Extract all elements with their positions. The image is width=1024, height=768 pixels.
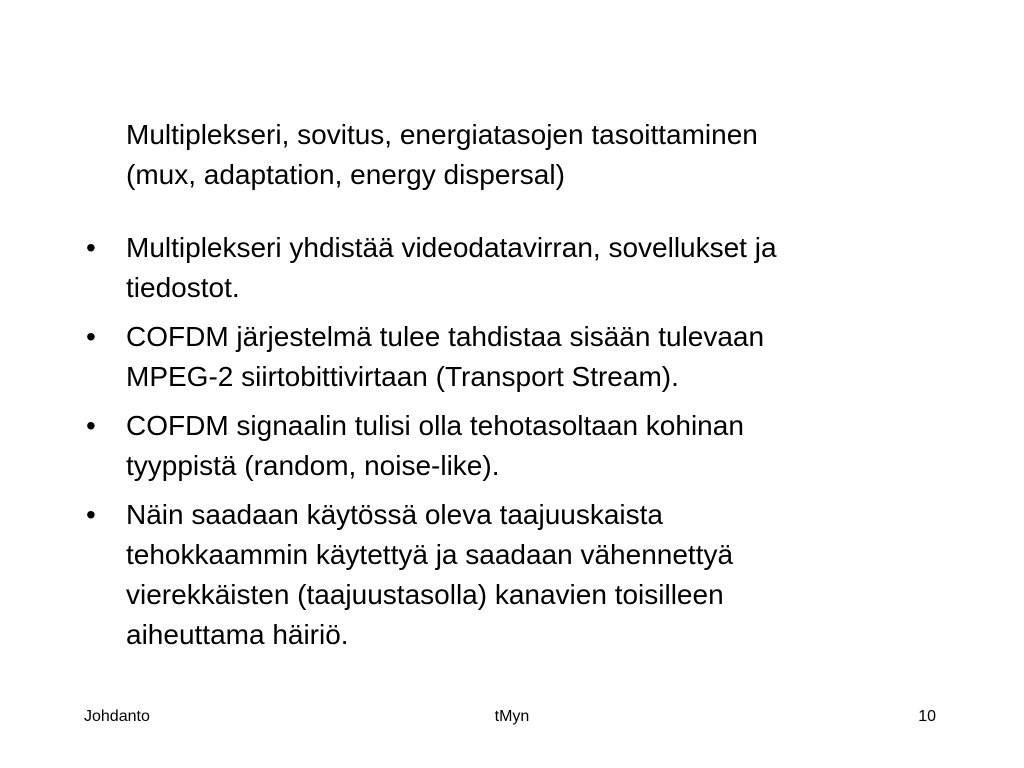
- bullet-line: Multiplekseri yhdistää videodatavirran, sovellukset ja: [126, 232, 777, 263]
- intro-paragraph: [84, 115, 964, 195]
- bullet-icon: •: [86, 321, 96, 352]
- footer-page-number: 10: [918, 708, 936, 725]
- bullet-line: tiedostot.: [126, 272, 240, 303]
- bullet-item: [84, 406, 964, 486]
- bullet-item: [84, 495, 964, 655]
- bullet-item: [84, 317, 964, 397]
- bullet-item: [84, 228, 964, 308]
- footer-section-title: Johdanto: [84, 708, 150, 725]
- bullet-icon: •: [86, 410, 96, 441]
- slide-content: [84, 115, 964, 664]
- bullet-line: COFDM signaalin tulisi olla tehotasoltaan kohinan: [126, 410, 744, 441]
- bullet-icon: •: [86, 232, 96, 263]
- bullet-line: tyyppistä (random, noise-like).: [126, 450, 500, 481]
- bullet-icon: •: [86, 499, 96, 530]
- intro-line: (mux, adaptation, energy dispersal): [126, 159, 565, 190]
- bullet-line: MPEG-2 siirtobittivirtaan (Transport Stream).: [126, 361, 679, 392]
- intro-line: Multiplekseri, sovitus, energiatasojen tasoittaminen: [126, 119, 758, 150]
- bullet-line: Näin saadaan käytössä oleva taajuuskaista: [126, 499, 664, 530]
- bullet-line: aiheuttama häiriö.: [126, 619, 349, 650]
- bullet-line: COFDM järjestelmä tulee tahdistaa sisään tulevaan: [126, 321, 765, 352]
- footer-author: tMyn: [494, 708, 530, 725]
- bullet-line: vierekkäisten (taajuustasolla) kanavien toisilleen: [126, 579, 724, 610]
- bullet-line: tehokkaammin käytettyä ja saadaan vähennettyä: [126, 539, 734, 570]
